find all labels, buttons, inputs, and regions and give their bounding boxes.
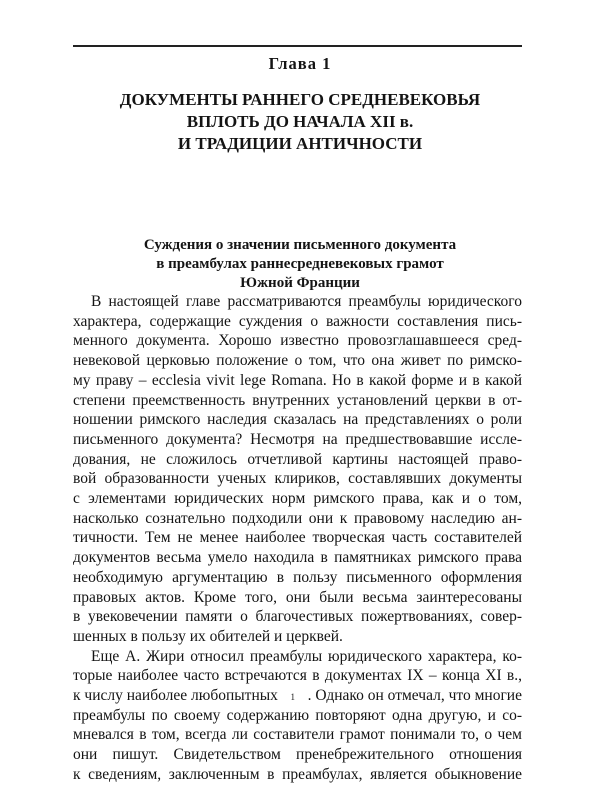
paragraph-line: дования, не сложилось отчетливой картины настоящей право- (73, 450, 522, 468)
section-title-line: Южной Франции (240, 275, 360, 291)
paragraph-line: вой образованности ученых клириков, составлявших документы (73, 470, 522, 488)
paragraph-line: Еще А. Жири относил преамбулы юридического характера, ко- (91, 647, 522, 665)
body-text (73, 292, 522, 785)
chapter-title-line: И ТРАДИЦИИ АНТИЧНОСТИ (177, 134, 423, 153)
paragraph-line: степени преемственность внутренних установлений церкви в от- (73, 391, 522, 409)
paragraph-line: преамбулы по своему содержанию повторяют одна другую, и со- (73, 706, 522, 724)
paragraph-line: му праву – ecclesia vivit lege Romana. Но в какой форме и в какой (73, 371, 522, 389)
paragraph-line: с элементами юридических норм римского права, как и о том, (73, 490, 522, 508)
paragraph-line: необходимую аргументацию в пользу письменного оформления (73, 568, 522, 586)
paragraph-line: невековой церковью положение о том, что она живет по римско- (73, 352, 522, 370)
paragraph-line: к сведениям, заключенным в преамбулах, является обыкновение (73, 765, 522, 783)
paragraph-line: правовых актов. Кроме того, они были весьма заинтересованы (73, 588, 522, 606)
chapter-title-line: ВПЛОТЬ ДО НАЧАЛА XII в. (186, 112, 414, 131)
section-title-line: Суждения о значении письменного документа (143, 237, 457, 253)
paragraph-line: ношении римского наследия сказалась на представлениях о роли (73, 411, 522, 429)
paragraph-line: в увековечении памяти о благочестивых пожертвованиях, совер- (73, 608, 522, 626)
paragraph-line: к числу наиболее любопытных 1 . Однако он отмечал, что многие (73, 687, 522, 705)
paragraph-line: торые наиболее часто встречаются в документах IX – конца XI в., (73, 667, 522, 685)
paragraph-line: шенных в пользу их обителей и церквей. (73, 627, 343, 645)
paragraph-line: В настоящей главе рассматриваются преамбулы юридического (91, 293, 522, 310)
chapter-title (0, 89, 600, 155)
paragraph-line: документов весьма умело находила в памятниках римского права (73, 549, 522, 567)
footnote-line-rest: . Однако он отмечал, что многие (307, 687, 522, 705)
paragraph-line: тичности. Тем не менее наиболее творческая часть составителей (73, 529, 522, 547)
section-title-line: в преамбулах раннесредневековых грамот (156, 256, 444, 272)
paragraph-line: они пишут. Свидетельством пренебрежительного отношения (73, 746, 522, 764)
chapter-label: Глава 1 (268, 54, 332, 73)
header-rule (73, 45, 522, 47)
section-title (0, 236, 600, 293)
paragraph-line: характера, содержащие суждения о важности составления пись- (73, 312, 522, 330)
footnote-line-text: к числу наиболее любопытных (73, 687, 278, 705)
paragraph-line: насколько сознательно подходили они к правовому наследию ан- (73, 509, 522, 527)
chapter-title-line: ДОКУМЕНТЫ РАННЕГО СРЕДНЕВЕКОВЬЯ (119, 90, 481, 109)
paragraph-line: мневался в том, всегда ли составители грамот понимали то, о чем (73, 726, 522, 744)
paragraph-line: письменного документа? Несмотря на предшествовавшие иссле- (73, 430, 522, 448)
paragraph-line: менного документа. Хорошо известно провозглашавшееся сред- (73, 332, 522, 350)
